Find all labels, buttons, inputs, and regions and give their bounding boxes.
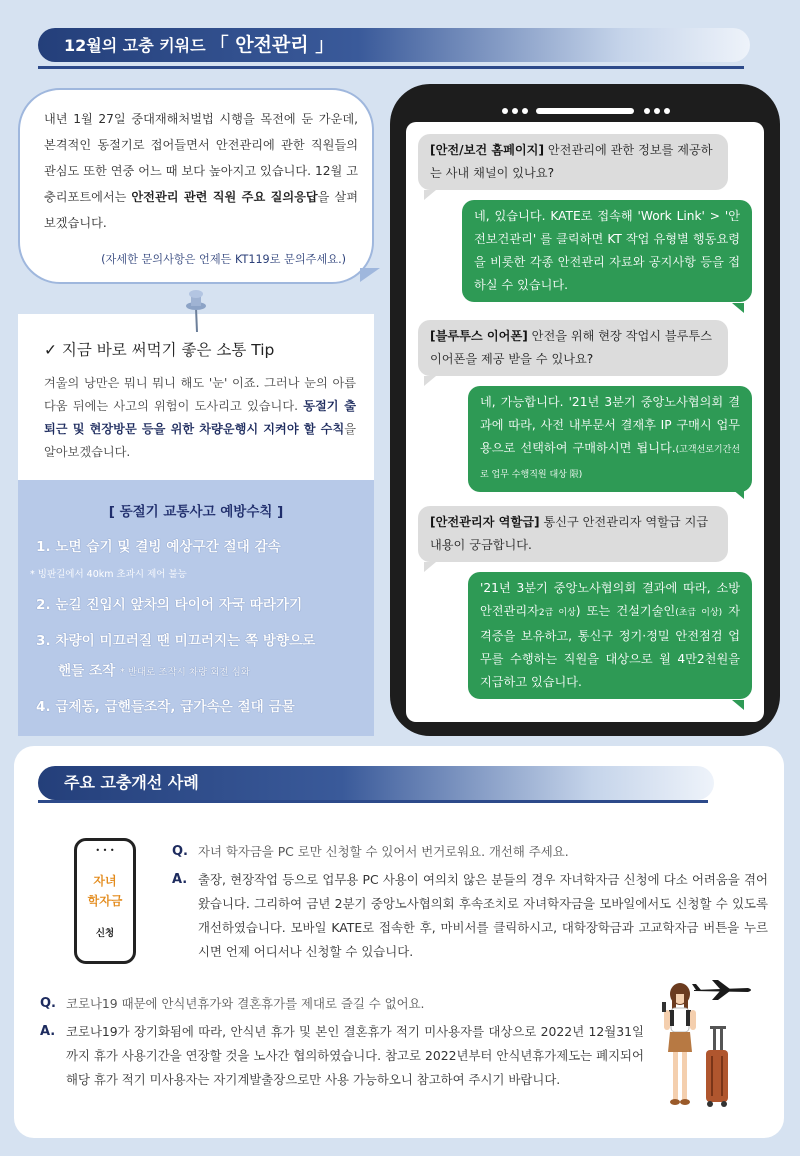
rule-1: 1. 노면 습기 및 결빙 예상구간 절대 감속 [36, 539, 281, 555]
rule-3-cont: 핸들 조작 * 반대로 조작시 차량 회전 심화 [58, 663, 250, 679]
tip-body: 겨울의 낭만은 뭐니 뭐니 해도 '눈' 이죠. 그러나 눈의 아름다움 뒤에는 사고의 위험이 도사리고 있습니다. 동절기 출퇴근 및 현장방문 등을 위한 차량운행시 지켜야 할 수칙을 알아보겠습니다. [44, 376, 356, 459]
section-header-keyword [38, 28, 750, 62]
case-answer: A. 코로나19가 장기화됨에 따라, 안식년 휴가 및 본인 결혼휴가 적기 미사용자를 대상으로 2022년 12월31일까지 휴가 사용기간을 연장할 것을 노사간 협의하였습니다. 참고로 2022년부터 안식년휴가제도는 폐지되어 해당 휴가 적기 미사용자는 자기계발출장으로만 사용 가능하오니 참고하여 주시기 바랍니다. [40, 1024, 644, 1087]
chat-answer: 네, 있습니다. KATE로 접속해 'Work Link' > '안전보건관리' 를 클릭하면 KT 작업 유형별 행동요령을 비롯한 각종 안전관리 자료와 공지사항 등을 접하실 수 있습니다. [462, 200, 752, 302]
chat-tail [732, 489, 744, 499]
rule-1-note: * 빙판길에서 40km 초과시 제어 불능 [30, 569, 187, 580]
chat-tail [732, 303, 744, 313]
chat-question: [안전관리자 역할급] 통신구 안전관리자 역할급 지급 내용이 궁금합니다. [418, 506, 728, 562]
cases-title: 주요 고충개선 사례 [64, 773, 199, 792]
chat-tail [424, 376, 436, 386]
keyword-title: 「 안전관리 」 [209, 34, 335, 56]
tip-box [18, 314, 374, 480]
speaker-dot [644, 108, 650, 114]
speaker-dot [654, 108, 660, 114]
traveler-illustration [650, 980, 734, 1116]
chat-screen [406, 122, 764, 722]
bubble-tail [360, 268, 380, 282]
rule-3-note: * 반대로 조작시 차량 회전 심화 [120, 667, 250, 678]
case-answer: A. 출장, 현장작업 등으로 업무용 PC 사용이 여의치 않은 분들의 경우 자녀학자금 신청에 다소 어려움을 겪어왔습니다. 그리하여 금년 2분기 중앙노사협의회 후속조치로 자녀학자금을 모바일에서도 신청할 수 있도록 개선하였습니다. 모바일 KATE로 접속한 후, 마비서를 클릭하시고, 대학장학금과 고교학자금 버튼을 누르시면 언제 어디서나 신청할 수 있습니다. [172, 872, 768, 959]
chat-tail [732, 700, 744, 710]
intro-bubble [18, 88, 374, 284]
cases-underline [38, 800, 708, 803]
speaker-dot [522, 108, 528, 114]
section-header-cases [38, 766, 714, 800]
intro-text: 내년 1월 27일 중대재해처벌법 시행을 목전에 둔 가운데, 본격적인 동절기로 접어들면서 안전관리에 관한 직원들의 관심도 또한 연중 어느 때 보다 높아지고 있습니다. 12월 고충리포트에서는 안전관리 관련 직원 주요 질의응답을 살펴 보겠습니다. [44, 112, 358, 230]
chat-question: [블루투스 이어폰] 안전을 위해 현장 작업시 블루투스 이어폰을 제공 받을 수 있나요? [418, 320, 728, 376]
speaker-dot [512, 108, 518, 114]
winter-rules-box [18, 480, 374, 736]
rules-title: [ 동절기 교통사고 예방수칙 ] [108, 504, 284, 520]
chat-tail [424, 190, 436, 200]
phone-frame [390, 84, 780, 736]
page-title: 12월의 고충 키워드 「 안전관리 」 [64, 34, 335, 56]
chat-tail [424, 562, 436, 572]
rule-3: 3. 차량이 미끄러질 땐 미끄러지는 쪽 방향으로 [36, 633, 316, 649]
speaker-dot [502, 108, 508, 114]
tip-title: ✓ 지금 바로 써먹기 좋은 소통 Tip [44, 341, 275, 359]
speaker-dot [664, 108, 670, 114]
speaker-bar [536, 108, 634, 114]
rule-2: 2. 눈길 진입시 앞차의 타이어 자국 따라가기 [36, 597, 303, 613]
chat-answer: 네, 가능합니다. '21년 3분기 중앙노사협의회 결과에 따라, 사전 내부문서 결재후 IP 구매시 업무용으로 선택하여 구매하시면 됩니다.(고객선로기간선로 업무 수행직원 대상 限) [468, 386, 752, 492]
mini-phone-illustration: • • • 자녀 학자금 신청 [74, 838, 136, 964]
chat-question: [안전/보건 홈페이지] 안전관리에 관한 정보를 제공하는 사내 채널이 있나요? [418, 134, 728, 190]
header-underline [38, 66, 744, 69]
intro-note: (자세한 문의사항은 언제든 KT119로 문의주세요.) [101, 253, 346, 266]
rule-4: 4. 급제동, 급핸들조작, 급가속은 절대 금물 [36, 699, 295, 715]
chat-answer: '21년 3분기 중앙노사협의회 결과에 따라, 소방안전관리자2급 이상) 또는 건설기술인(초급 이상) 자격증을 보유하고, 통신구 정기·정밀 안전점검 업무를 수행하는 직원을 대상으로 월 4만2천원을 지급하고 있습니다. [468, 572, 752, 699]
case-question: Q. 자녀 학자금을 PC 로만 신청할 수 있어서 번거로워요. 개선해 주세요. [172, 844, 569, 859]
case-question: Q. 코로나19 때문에 안식년휴가와 결혼휴가를 제대로 즐길 수 없어요. [40, 996, 425, 1011]
pushpin-icon [184, 288, 208, 334]
